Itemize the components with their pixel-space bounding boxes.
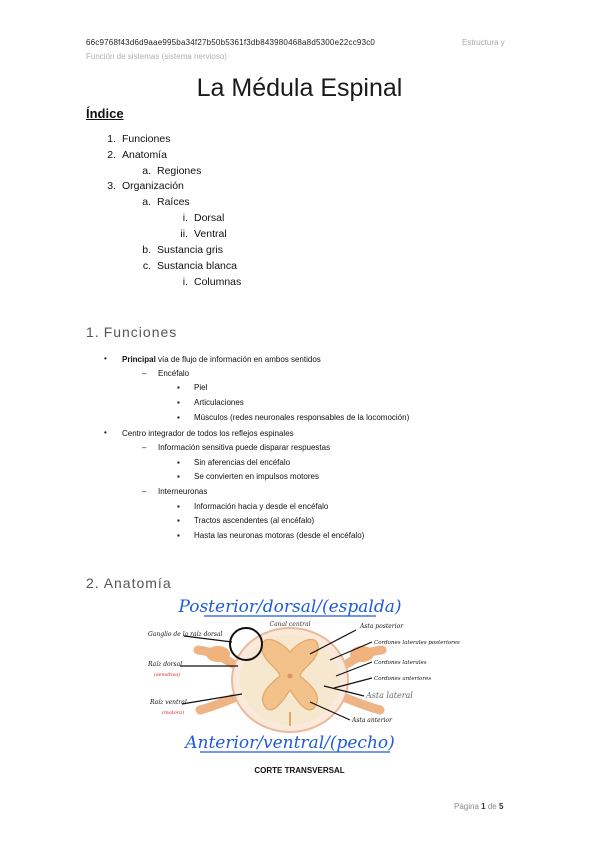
asta-lateral-label: Asta lateral <box>366 691 413 700</box>
index-item[interactable] <box>107 133 171 145</box>
header-subtitle: Función de sistemas (sistema nervioso) <box>86 52 227 61</box>
square-bullet-icon: ▪ <box>177 531 180 540</box>
list-item: Información hacia y desde el encéfalo <box>194 502 329 511</box>
square-bullet-icon: ▪ <box>177 413 180 422</box>
index-label: Ventral <box>194 228 227 240</box>
list-item <box>104 354 107 363</box>
bold-term: Principal <box>122 355 156 364</box>
dash-icon: – <box>142 487 147 496</box>
list-item: Información sensitiva puede disparar respuestas <box>158 443 331 452</box>
list-item: Interneuronas <box>158 487 208 496</box>
index-item[interactable] <box>142 244 223 256</box>
central-canal <box>288 674 293 679</box>
page-number <box>454 802 503 811</box>
index-number: 2. <box>107 149 116 161</box>
total-pages: 5 <box>498 802 504 811</box>
list-item: Hasta las neuronas motoras (desde el encéfalo) <box>194 531 365 540</box>
index-number: ii. <box>180 228 188 240</box>
cordones-laterales-label: Cordones laterales <box>374 660 427 666</box>
canal-central-label: Canal central <box>269 621 311 628</box>
list-item: Encéfalo <box>158 369 190 378</box>
index-number: a. <box>142 165 151 177</box>
index-number: i. <box>182 276 188 288</box>
bullet-icon: • <box>104 428 107 437</box>
square-bullet-icon: ▪ <box>177 458 180 467</box>
list-item: Sin aferencias del encéfalo <box>194 458 291 467</box>
section-number: 1. <box>86 324 100 340</box>
raiz-dorsal-label: Raíz dorsal <box>148 661 183 668</box>
index-item[interactable] <box>182 276 242 288</box>
list-item: Músculos (redes neuronales responsables de la locomoción) <box>194 413 410 422</box>
index-item[interactable] <box>142 260 237 272</box>
cordones-posteriores-label: Cordones laterales posteriores <box>374 640 460 646</box>
index-label: Sustancia gris <box>157 244 223 256</box>
list-item: Articulaciones <box>194 398 244 407</box>
document-id: 66c9768f43d6d9aae995ba34f27b50b5361f3db843980468a8d5300e22cc93c0 <box>86 38 376 47</box>
sensitiva-label: (sensitiva) <box>154 672 181 678</box>
page-word: Página <box>454 802 479 811</box>
section-heading-anatomia <box>86 575 172 591</box>
asta-anterior-label: Asta anterior <box>352 717 392 724</box>
index-label: Raíces <box>157 196 190 208</box>
of-word: de <box>487 802 497 811</box>
anterior-label: Anterior/ventral/(pecho) <box>185 733 395 753</box>
list-item <box>122 355 321 364</box>
cordones-anteriores-label: Cordones anteriores <box>374 676 432 682</box>
index-item[interactable] <box>107 180 184 192</box>
bullet-icon: • <box>104 354 107 363</box>
square-bullet-icon: ▪ <box>177 502 180 511</box>
index-item[interactable] <box>180 228 227 240</box>
index-label: Dorsal <box>194 212 225 224</box>
index-number: i. <box>182 212 188 224</box>
square-bullet-icon: ▪ <box>177 383 180 392</box>
page-title: La Médula Espinal <box>196 74 403 102</box>
index-heading: Índice <box>86 106 124 121</box>
dorsal-root-ganglion <box>206 646 230 662</box>
raiz-ventral-label: Raíz ventral <box>150 699 187 706</box>
index-number: b. <box>142 244 151 256</box>
ganglio-label: Ganglio de la raíz dorsal <box>148 631 223 638</box>
index-label: Anatomía <box>122 149 167 161</box>
list-text: vía de flujo de información en ambos sentidos <box>155 355 321 364</box>
dash-icon: – <box>142 443 147 452</box>
index-number: a. <box>142 196 151 208</box>
dash-icon: – <box>142 369 147 378</box>
index-label: Regiones <box>157 165 202 177</box>
motora-label: (motora) <box>162 710 185 716</box>
index-label: Sustancia blanca <box>157 260 237 272</box>
section-number: 2. <box>86 575 100 591</box>
header-subject: Estructura y <box>462 38 505 47</box>
index-item[interactable] <box>107 149 167 161</box>
square-bullet-icon: ▪ <box>177 398 180 407</box>
section-title: Funciones <box>103 324 178 340</box>
square-bullet-icon: ▪ <box>177 472 180 481</box>
section-heading-funciones <box>86 324 177 340</box>
index-number: c. <box>142 260 151 272</box>
index-item[interactable] <box>142 196 190 208</box>
list-item: Centro integrador de todos los reflejos espinales <box>122 429 294 438</box>
index-item[interactable] <box>142 165 202 177</box>
dorsal-root-ganglion <box>350 646 374 662</box>
index-label: Organización <box>122 180 184 192</box>
index-number: 3. <box>107 180 116 192</box>
list-item: Se convierten en impulsos motores <box>194 472 319 481</box>
index-number: 1. <box>107 133 116 145</box>
index-item[interactable] <box>182 212 225 224</box>
index-label: Columnas <box>194 276 242 288</box>
asta-posterior-label: Asta posterior <box>360 623 404 630</box>
figure-caption: CORTE TRANSVERSAL <box>254 766 345 775</box>
spinal-cord-diagram <box>140 592 460 762</box>
list-item: Tractos ascendentes (al encéfalo) <box>194 516 315 525</box>
list-item: Piel <box>194 383 208 392</box>
index-label: Funciones <box>122 133 171 145</box>
square-bullet-icon: ▪ <box>177 516 180 525</box>
posterior-label: Posterior/dorsal/(espalda) <box>178 597 402 617</box>
section-title: Anatomía <box>103 575 172 591</box>
current-page: 1 <box>481 802 486 811</box>
